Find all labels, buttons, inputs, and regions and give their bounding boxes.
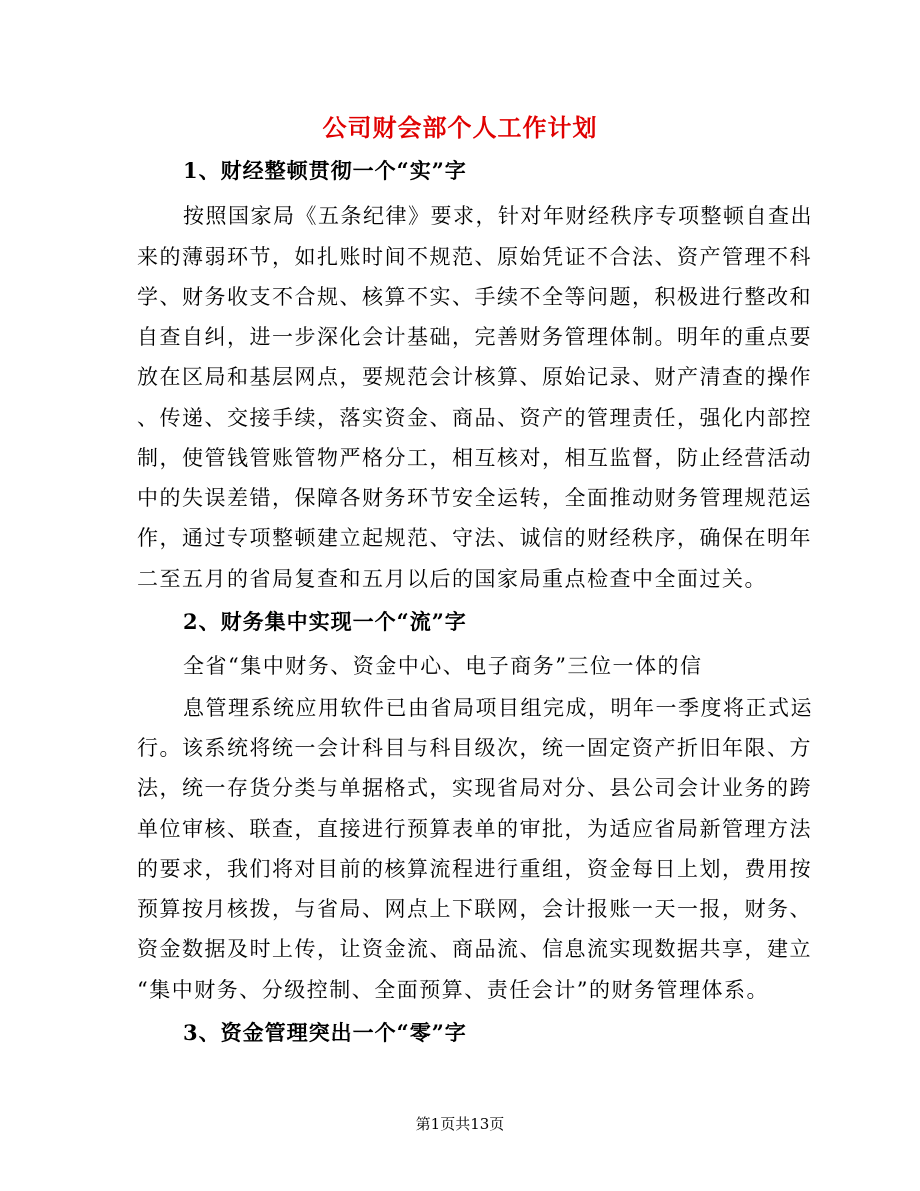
paragraph-line: 预算按月核拨，与省局、网点上下联网，会计报账一天一报，财务、 [137, 897, 812, 921]
paragraph-line: 法，统一存货分类与单据格式，实现省局对分、县公司会计业务的跨 [137, 776, 812, 800]
paragraph-line: 中的失误差错，保障各财务环节安全运转，全面推动财务管理规范运 [137, 486, 812, 510]
paragraph-line: 二至五月的省局复查和五月以后的国家局重点检查中全面过关。 [137, 567, 767, 591]
paragraph-line: 学、财务收支不合规、核算不实、手续不全等问题，积极进行整改和 [137, 285, 812, 309]
paragraph-line: 作，通过专项整顿建立起规范、守法、诚信的财经秩序，确保在明年 [137, 526, 812, 550]
paragraph-line: 行。该系统将统一会计科目与科目级次，统一固定资产折旧年限、方 [137, 736, 812, 760]
paragraph-line: 的要求，我们将对目前的核算流程进行重组，资金每日上划，费用按 [137, 857, 812, 881]
section-heading-3: 3、资金管理突出一个“零”字 [183, 1020, 467, 1045]
paragraph-line: 、传递、交接手续，落实资金、商品、资产的管理责任，强化内部控 [137, 406, 812, 430]
paragraph-line: 自查自纠，进一步深化会计基础，完善财务管理体制。明年的重点要 [137, 325, 812, 349]
paragraph-line: 放在区局和基层网点，要规范会计核算、原始记录、财产清查的操作 [137, 365, 812, 389]
paragraph-line: 全省“集中财务、资金中心、电子商务”三位一体的信 [183, 654, 703, 678]
page-title: 公司财会部个人工作计划 [322, 113, 598, 142]
paragraph-line: “集中财务、分级控制、全面预算、责任会计”的财务管理体系。 [137, 978, 769, 1002]
paragraph-line: 来的薄弱环节，如扎账时间不规范、原始凭证不合法、资产管理不科 [137, 245, 812, 269]
paragraph-line: 息管理系统应用软件已由省局项目组完成，明年一季度将正式运 [183, 696, 813, 720]
paragraph-line: 资金数据及时上传，让资金流、商品流、信息流实现数据共享，建立 [137, 937, 812, 961]
paragraph-line: 制，使管钱管账管物严格分工，相互核对，相互监督，防止经营活动 [137, 446, 812, 470]
page-footer: 第1页共13页 [415, 1115, 505, 1133]
section-heading-1: 1、财经整顿贯彻一个“实”字 [183, 158, 467, 183]
paragraph-line: 按照国家局《五条纪律》要求，针对年财经秩序专项整顿自查出 [183, 204, 813, 228]
paragraph-line: 单位审核、联查，直接进行预算表单的审批，为适应省局新管理方法 [137, 817, 812, 841]
section-heading-2: 2、财务集中实现一个“流”字 [183, 609, 467, 634]
